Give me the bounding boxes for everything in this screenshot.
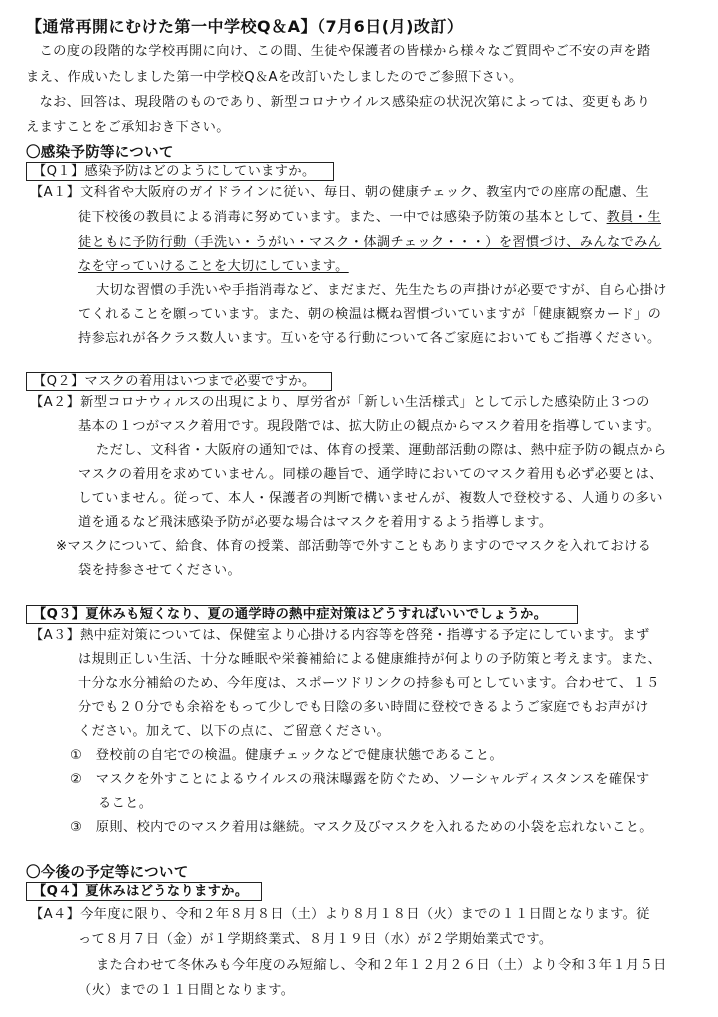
answer-a1-line-7: 持参忘れが各クラス数人います。互いを守る行動について各ご家庭においてもご指導ください。 <box>78 331 661 346</box>
answer-a3-item-1: ① 登校前の自宅での検温。健康チェックなどで健康状態であること。 <box>70 748 504 763</box>
answer-a1-line-2 <box>78 210 661 226</box>
question-box-q3: 【Q３】夏休みも短くなり、夏の通学時の熱中症対策はどうすればいいでしょうか。 <box>26 605 578 624</box>
answer-a4-line-4: （火）までの１１日間となります。 <box>78 983 295 998</box>
answer-a3-line-3: 十分な水分補給のため、今年度は、スポーツドリンクの持参も可としています。合わせて、１５ <box>78 676 660 691</box>
answer-a1-underlined-1: 教員・生 <box>606 210 661 225</box>
intro-line-2: まえ、作成いたしました第一中学校Q＆Aを改訂いたしましたのでご参照下さい。 <box>26 70 523 85</box>
answer-a2-note-line-1: ※マスクについて、給食、体育の授業、部活動等で外すこともありますのでマスクを入れておける <box>56 539 652 554</box>
answer-a1-line-1: 【A１】文科省や大阪府のガイドラインに従い、毎日、朝の健康チェック、教室内での座席の配慮、生 <box>30 185 650 200</box>
answer-a1-underlined-3: なを守っていけることを大切にしています。 <box>78 259 349 274</box>
intro-line-3: なお、回答は、現段階のものであり、新型コロナウイルス感染症の状況次第によっては、変更もあり <box>26 95 651 110</box>
answer-a2-line-6: 道を通るなど飛沫感染予防が必要な場合はマスクを着用するよう指導します。 <box>78 515 553 530</box>
answer-a2-line-5: していません。従って、本人・保護者の判断で構いませんが、複数人で登校する、人通りの多い <box>78 491 663 506</box>
question-box-q2: 【Q２】マスクの着用はいつまで必要ですか。 <box>26 372 332 391</box>
answer-a3-line-5: ください。加えて、以下の点に、ご留意ください。 <box>78 724 391 739</box>
answer-a3-item-3: ③ 原則、校内でのマスク着用は継続。マスク及びマスクを入れるための小袋を忘れないこと。 <box>70 820 653 835</box>
answer-a2-note-line-2: 袋を持参させてください。 <box>78 563 242 578</box>
question-box-q1: 【Q１】感染予防はどのようにしていますか。 <box>26 162 334 181</box>
answer-a3-item-2-cont: ること。 <box>98 796 153 811</box>
answer-a2-line-4: マスクの着用を求めていません。同様の趣旨で、通学時においてのマスク着用も必ず必要とは、 <box>78 467 663 482</box>
page-title: 【通常再開にむけた第一中学校Q＆A】（7月6日(月)改訂） <box>26 17 464 36</box>
answer-a3-line-4: 分でも２０分でも余裕をもって少しでも日陰の多い時間に登校できるようご家庭でもお声がけ <box>78 700 649 715</box>
answer-a3-line-2: は規則正しい生活、十分な睡眠や栄養補給による健康維持が何よりの予防策と考えます。また、 <box>78 652 662 667</box>
answer-a1-line-5: 大切な習慣の手洗いや手指消毒など、まだまだ、先生たちの声掛けが必要ですが、自ら心掛け <box>96 283 667 298</box>
intro-line-1: この度の段階的な学校再開に向け、この間、生徒や保護者の皆様から様々なご質問やご不安の声を踏 <box>26 44 651 59</box>
answer-a2-line-1: 【A２】新型コロナウィルスの出現により、厚労省が「新しい生活様式」として示した感染防止３つの <box>30 395 650 410</box>
answer-a1-line-2-text: 徒下校後の教員による消毒に努めています。また、一中では感染予防策の基本として、 <box>78 210 607 225</box>
answer-a4-line-2: って８月７日（金）が１学期終業式、８月１９日（水）が２学期始業式です。 <box>78 932 553 947</box>
answer-a3-item-2: ② マスクを外すことによるウイルスの飛沫曝露を防ぐため、ソーシャルディスタンスを確保す <box>70 772 650 787</box>
answer-a2-line-2: 基本の１つがマスク着用です。現段階では、拡大防止の観点からマスク着用を指導しています。 <box>78 419 661 434</box>
answer-a4-line-1: 【A４】今年度に限り、令和２年８月８日（土）より８月１８日（火）までの１１日間となります。従 <box>30 907 650 922</box>
answer-a3-line-1: 【A３】熱中症対策については、保健室より心掛ける内容等を啓発・指導する予定にしています。まず <box>30 628 650 643</box>
section-heading-schedule: 〇今後の予定等について <box>26 865 189 881</box>
question-box-q4: 【Q４】夏休みはどうなりますか。 <box>26 882 262 901</box>
answer-a2-line-3: ただし、文科省・大阪府の通知では、体育の授業、運動部活動の際は、熱中症予防の観点から <box>96 443 667 458</box>
answer-a1-line-6: てくれることを願っています。また、朝の検温は概ね習慣づいていますが「健康観察カード」の <box>78 307 662 322</box>
section-heading-infection: 〇感染予防等について <box>26 145 174 161</box>
answer-a1-underlined-2: 徒ともに予防行動（手洗い・うがい・マスク・体調チェック・・・）を習慣づけ、みんなでみん <box>78 235 662 250</box>
intro-line-4: えますことをご承知おき下さい。 <box>26 120 230 135</box>
answer-a4-line-3: また合わせて冬休みも今年度のみ短縮し、令和２年１２月２６日（土）より令和３年１月５日 <box>96 958 667 973</box>
